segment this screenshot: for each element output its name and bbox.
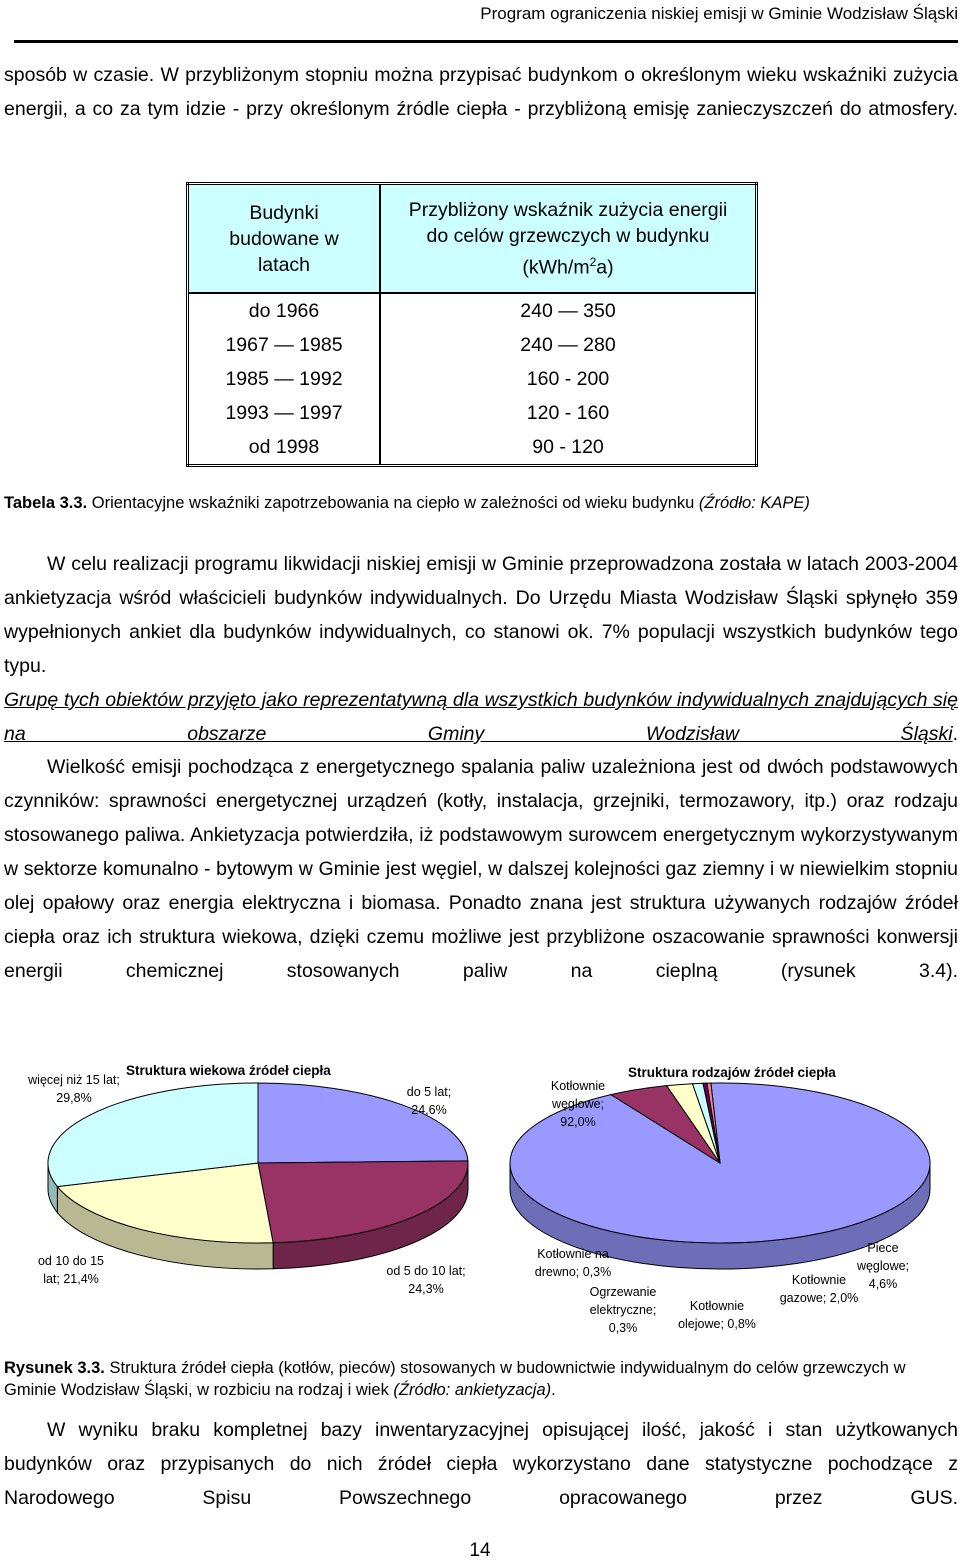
chart1-label-under5: do 5 lat; 24,6%: [406, 1085, 452, 1117]
intro-paragraph: sposób w czasie. W przybliżonym stopniu można przypisać budynkom o określonym wieku wskaźniki zużycia energii, a co za tym idzie - przy określonym źródle ciepła - przybliżoną emisję zanieczyszczeń do atmosfery.: [4, 64, 958, 120]
table-row: od 1998 90 - 120: [188, 430, 757, 466]
table-header-years: Budynki budowane w latach: [188, 184, 381, 294]
energy-table: [186, 182, 758, 467]
page-number: 14: [469, 1540, 491, 1561]
chart1-label-over15: więcej niż 15 lat; 29,8%: [28, 1073, 120, 1105]
chart1-label-5to10: od 5 do 10 lat; 24,3%: [386, 1264, 466, 1296]
table-row: 1967 — 1985 240 — 280: [188, 328, 757, 362]
chart2-title: Struktura rodzajów źródeł ciepła: [628, 1065, 836, 1080]
chart2-label-gas: Kotłownie gazowe; 2,0%: [779, 1273, 859, 1305]
paragraph-emission: Wielkość emisji pochodząca z energetycznego spalania paliw uzależniona jest od dwóch podstawowych czynników: sprawności energetycznej urządzeń (kotły, instalacja, grzejniki, termozawory, itp.) oraz rodzaju stosowanego paliwa. Ankietyzacja potwierdziła, iż podstawowym surowcem energetycznym wykorzystywanym w sektorze komunalno - bytowym w Gminie jest węgiel, w dalszej kolejności gaz ziemny i w niewielkim stopniu olej opałowy oraz energia elektryczna i biomasa. Ponadto znana jest struktura używanych rodzajów źródeł ciepła oraz ich struktura wiekowa, dzięki czemu możliwe jest przybliżone oszacowanie sprawności konwersji energii chemicznej stosowanych paliw na cieplną (rysunek 3.4).: [4, 756, 958, 982]
chart2-label-wood: Kotłownie na drewno; 0,3%: [534, 1247, 612, 1279]
table-caption: Tabela 3.3. Orientacyjne wskaźniki zapotrzebowania na ciepło w zależności od wieku budynku (Źródło: KAPE): [4, 494, 810, 512]
paragraph-representative: Grupę tych obiektów przyjęto jako reprezentatywną dla wszystkich budynków indywidualnych znajdujących się na obszarze Gminy Wodzisław Śląski.: [4, 689, 958, 745]
paragraph-inventory: W wyniku braku kompletnej bazy inwentaryzacyjnej opisującej ilość, jakość i stan użytkowanych budynków oraz przypisanych do nich źródeł ciepła wykorzystano dane statystyczne pochodzące z Narodowego Spisu Powszechnego opracowanego przez GUS.: [4, 1419, 958, 1509]
chart2-label-coal-boilers: Kotłownie węglowe; 92,0%: [550, 1079, 606, 1129]
table-row: 1993 — 1997 120 - 160: [188, 396, 757, 430]
header-rule: [14, 40, 958, 43]
chart2-label-electric: Ogrzewanie elektryczne; 0,3%: [589, 1285, 657, 1335]
paragraph-survey: W celu realizacji programu likwidacji niskiej emisji w Gminie przeprowadzona została w latach 2003-2004 ankietyzacja wśród właścicieli budynków indywidualnych. Do Urzędu Miasta Wodzisław Śląski spłynęło 359 wypełnionych ankiet dla budynków indywidualnych, co stanowi ok. 7% populacji wszystkich budynków tego typu.: [4, 553, 958, 677]
table-row: do 1966 240 — 350: [188, 293, 757, 328]
chart2-label-oil: Kotłownie olejowe; 0,8%: [678, 1299, 756, 1331]
table-header-index: Przybliżony wskaźnik zużycia energii do celów grzewczych w budynku $(kWh/m^2a)$: [380, 184, 757, 294]
figure-caption: Rysunek 3.3. Struktura źródeł ciepła (kotłów, pieców) stosowanych w budownictwie indywidualnym do celów grzewczych w Gminie Wodzisław Śląski, w rozbiciu na rodzaj i wiek (Źródło: ankietyzacja).: [4, 1359, 906, 1399]
table-row: 1985 — 1992 160 - 200: [188, 362, 757, 396]
chart1-label-10to15: od 10 do 15 lat; 21,4%: [37, 1254, 105, 1286]
chart1-title: Struktura wiekowa źródeł ciepła: [126, 1063, 331, 1078]
page-header: Program ograniczenia niskiej emisji w Gminie Wodzisław Śląski: [480, 4, 958, 23]
figure-charts: [0, 1045, 960, 1345]
chart2-label-stoves: Piece węglowe; 4,6%: [856, 1241, 910, 1291]
